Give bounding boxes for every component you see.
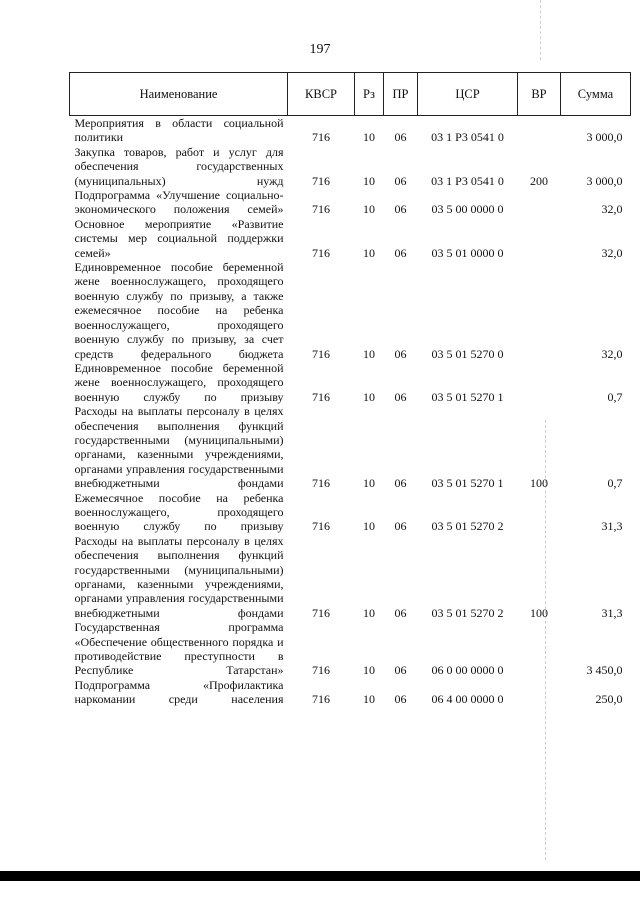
- row-vr: [518, 116, 561, 145]
- table-row: [70, 145, 631, 188]
- row-name: Подпрограмма «Улучшение социально-экономического положения семей»: [74, 188, 284, 217]
- row-csr: 03 5 01 5270 2: [431, 605, 504, 620]
- row-sum: 32,0: [601, 346, 623, 361]
- row-name: Расходы на выплаты персоналу в целях обеспечения выполнения функций государственными (муниципальными) органами, казенными учреждениями, органами управления государственными внебюджетными фондами: [74, 404, 284, 491]
- row-kvsr: 716: [312, 692, 330, 707]
- row-rz: 10: [363, 202, 375, 217]
- row-vr: [518, 260, 561, 361]
- row-rz: 10: [363, 692, 375, 707]
- table-row: [70, 491, 631, 534]
- table-row: [70, 361, 631, 404]
- row-kvsr: 716: [312, 663, 330, 678]
- row-name: Единовременное пособие беременной жене военнослужащего, проходящего военную службу по призыву: [74, 360, 284, 404]
- row-pr: 06: [394, 476, 407, 491]
- row-name: Государственная программа «Обеспечение общественного порядка и противодействие преступности в Республике Татарстан»: [74, 620, 284, 678]
- row-vr: [518, 620, 561, 678]
- budget-table: [69, 72, 631, 707]
- row-vr: [518, 361, 561, 404]
- row-kvsr: 716: [312, 389, 330, 404]
- row-csr: 03 5 01 0000 0: [431, 245, 504, 260]
- row-pr: 06: [394, 663, 407, 678]
- row-csr: 03 5 01 5270 1: [431, 476, 504, 491]
- row-pr: 06: [394, 605, 407, 620]
- row-rz: 10: [363, 346, 375, 361]
- table-row: [70, 678, 631, 707]
- row-rz: 10: [363, 519, 375, 534]
- page-number: 197: [309, 42, 331, 57]
- column-header-kvsr: КВСР: [288, 73, 355, 116]
- row-csr: 03 1 Р3 0541 0: [431, 130, 504, 145]
- row-rz: 10: [363, 663, 375, 678]
- row-kvsr: 716: [312, 605, 330, 620]
- row-rz: 10: [363, 389, 375, 404]
- row-vr: [518, 188, 561, 217]
- row-name: Ежемесячное пособие на ребенка военнослужащего, проходящего военную службу по призыву: [74, 490, 284, 534]
- row-sum: 0,7: [607, 389, 623, 404]
- row-name: Единовременное пособие беременной жене военнослужащего, проходящего военную службу по призыву, а также ежемесячное пособие на ребенка военнослужащего, проходящего военную службу по призыву, за счет средств федерального бюджета: [74, 260, 284, 361]
- row-vr: 200: [530, 173, 548, 188]
- column-header-pr: ПР: [384, 73, 418, 116]
- row-vr: [518, 217, 561, 260]
- row-pr: 06: [394, 389, 407, 404]
- row-kvsr: 716: [312, 130, 330, 145]
- row-kvsr: 716: [312, 173, 330, 188]
- row-pr: 06: [394, 519, 407, 534]
- table-row: [70, 188, 631, 217]
- row-rz: 10: [363, 245, 375, 260]
- column-header-name: Наименование: [70, 73, 288, 116]
- row-rz: 10: [363, 130, 375, 145]
- column-header-vr: ВР: [518, 73, 561, 116]
- row-pr: 06: [394, 346, 407, 361]
- row-sum: 31,3: [601, 605, 623, 620]
- column-header-rz: Рз: [355, 73, 384, 116]
- row-csr: 03 5 01 5270 0: [431, 346, 504, 361]
- row-kvsr: 716: [312, 346, 330, 361]
- row-kvsr: 716: [312, 476, 330, 491]
- row-csr: 03 5 01 5270 2: [431, 519, 504, 534]
- row-name: Основное мероприятие «Развитие системы мер социальной поддержки семей»: [74, 216, 284, 260]
- row-name: Закупка товаров, работ и услуг для обеспечения государственных (муниципальных) нужд: [74, 144, 284, 188]
- table-row: [70, 116, 631, 145]
- row-kvsr: 716: [312, 245, 330, 260]
- table-row: [70, 620, 631, 678]
- row-name: Подпрограмма «Профилактика наркомании среди населения: [74, 677, 284, 707]
- row-sum: 3 000,0: [586, 173, 623, 188]
- row-csr: 06 4 00 0000 0: [431, 692, 504, 707]
- table-row: [70, 217, 631, 260]
- row-sum: 31,3: [601, 519, 623, 534]
- row-csr: 03 5 00 0000 0: [431, 202, 504, 217]
- row-csr: 03 1 Р3 0541 0: [431, 173, 504, 188]
- row-kvsr: 716: [312, 202, 330, 217]
- row-pr: 06: [394, 692, 407, 707]
- table-row: [70, 260, 631, 361]
- row-sum: 32,0: [601, 202, 623, 217]
- table-header-row: [70, 73, 631, 116]
- row-sum: 3 000,0: [586, 130, 623, 145]
- table-row: [70, 534, 631, 620]
- row-vr: [518, 678, 561, 707]
- row-rz: 10: [363, 605, 375, 620]
- row-kvsr: 716: [312, 519, 330, 534]
- row-sum: 3 450,0: [586, 663, 623, 678]
- row-rz: 10: [363, 173, 375, 188]
- row-name: Расходы на выплаты персоналу в целях обеспечения выполнения функций государственными (муниципальными) органами, казенными учреждениями, органами управления государственными внебюджетными фондами: [74, 533, 284, 620]
- row-csr: 03 5 01 5270 1: [431, 389, 504, 404]
- row-sum: 0,7: [607, 476, 623, 491]
- row-sum: 250,0: [595, 692, 623, 707]
- row-pr: 06: [394, 202, 407, 217]
- row-rz: 10: [363, 476, 375, 491]
- row-pr: 06: [394, 245, 407, 260]
- table-body: [70, 116, 631, 707]
- page-bottom-border: [0, 871, 640, 881]
- column-header-sum: Сумма: [561, 73, 631, 116]
- row-name: Мероприятия в области социальной политики: [74, 116, 284, 145]
- row-vr: [518, 491, 561, 534]
- row-pr: 06: [394, 130, 407, 145]
- row-sum: 32,0: [601, 245, 623, 260]
- row-vr: 100: [530, 605, 548, 620]
- row-pr: 06: [394, 173, 407, 188]
- table-row: [70, 404, 631, 490]
- row-csr: 06 0 00 0000 0: [431, 663, 504, 678]
- column-header-csr: ЦСР: [418, 73, 518, 116]
- row-vr: 100: [530, 476, 548, 491]
